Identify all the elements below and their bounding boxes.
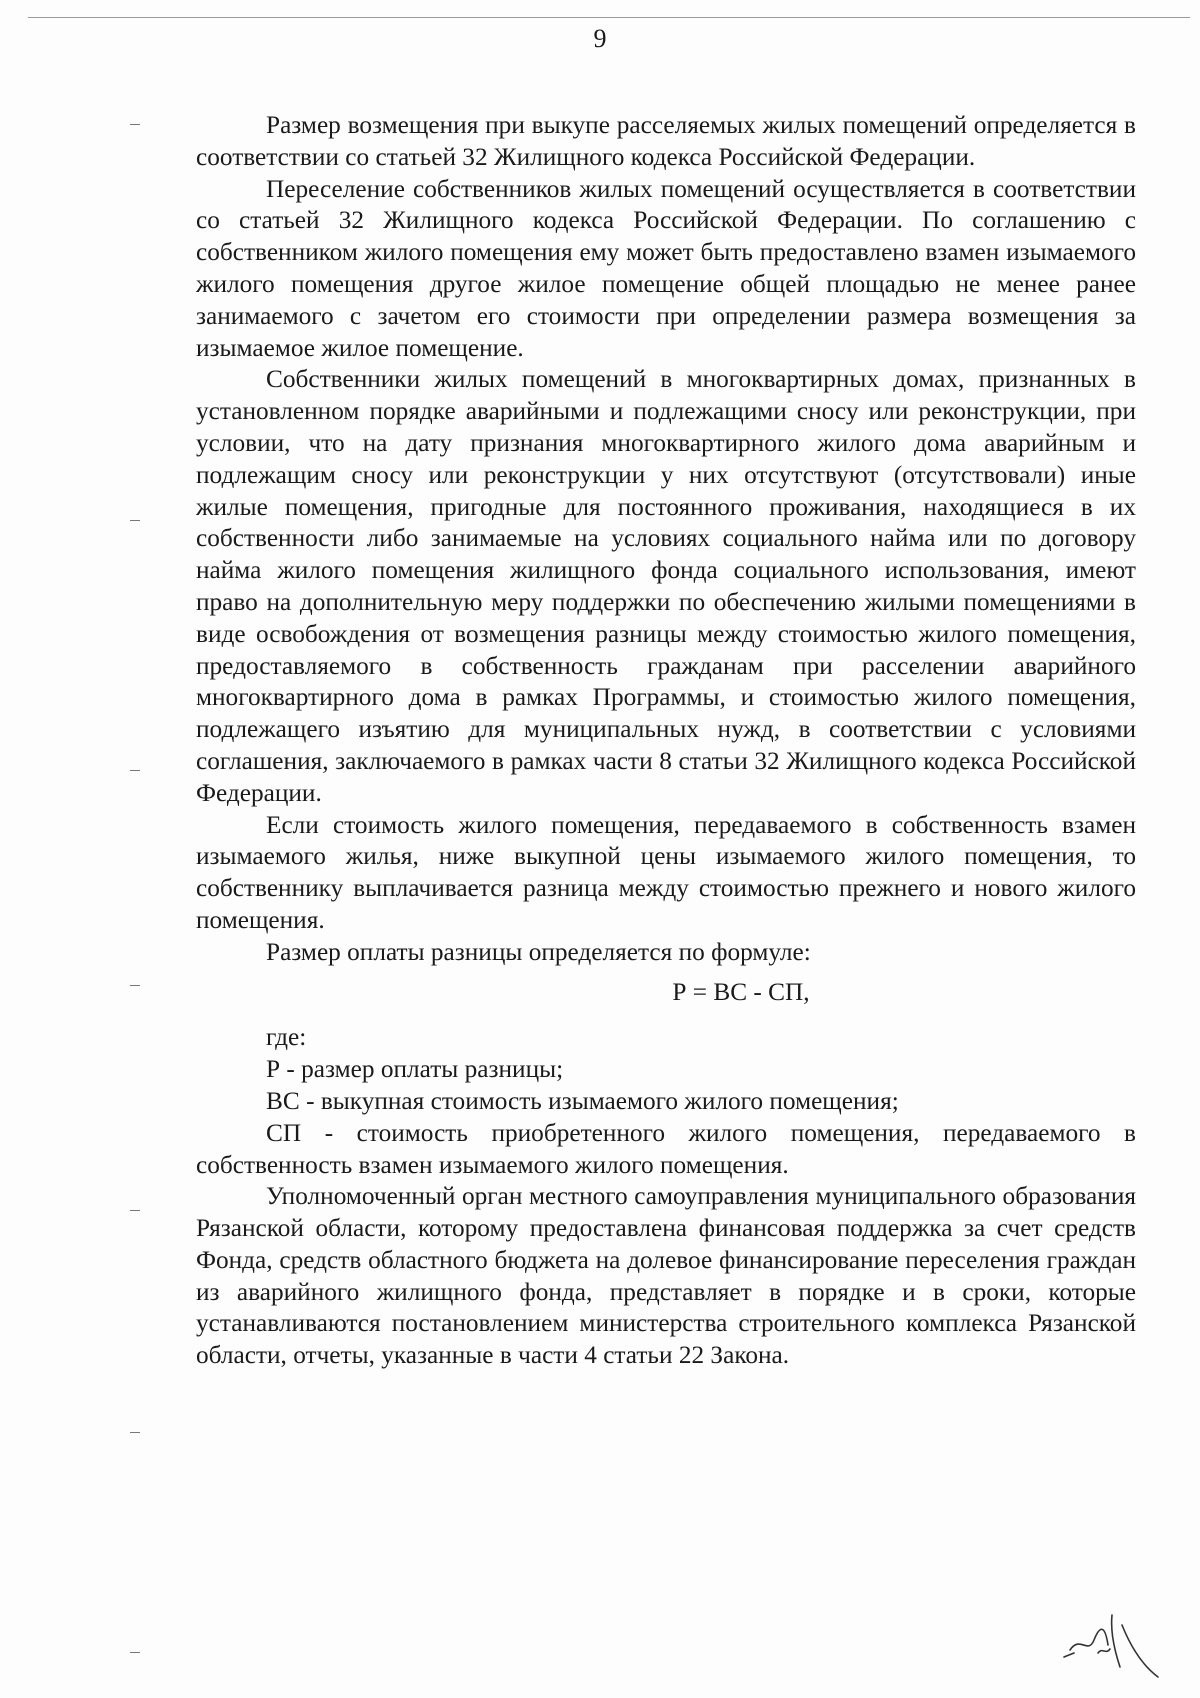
definition-vs: ВС - выкупная стоимость изымаемого жилого помещения; (266, 1086, 899, 1115)
paragraph-owners-resettlement: Переселение собственников жилых помещений осуществляется в соответствии со статьей 32 Жилищного кодекса Российской Федерации. По соглашению с собственником жилого помещения ему может быть предоставлено взамен изымаемого жилого помещения другое жилое помещение общей площадью не менее ранее занимаемого с зачетом его стоимости при определении размера возмещения за изымаемое жилое помещение. (196, 174, 1136, 362)
margin-mark (130, 1210, 140, 1211)
paragraph-formula-intro: Размер оплаты разницы определяется по формуле: (266, 937, 811, 966)
initials-signature (1050, 1595, 1170, 1685)
margin-mark (130, 1432, 140, 1433)
margin-mark (130, 124, 140, 125)
paragraph-compensation-size: Размер возмещения при выкупе расселяемых жилых помещений определяется в соответствии со статьей 32 Жилищного кодекса Российской Федерации. (196, 111, 1136, 171)
paragraph-price-difference: Если стоимость жилого помещения, передаваемого в собственность взамен изымаемого жилья, ниже выкупной цены изымаемого жилого помещения, то собственнику выплачивается разница между стоимостью прежнего и нового жилого помещения. (196, 810, 1136, 934)
top-edge-line (28, 17, 1190, 18)
paragraph-additional-support: Собственники жилых помещений в многоквартирных домах, признанных в установленном порядке аварийными и подлежащими сносу или реконструкции, при условии, что на дату признания многоквартирного жилого дома аварийным и подлежащим сносу или реконструкции у них отсутствуют (отсутствовали) иные жилые помещения, пригодные для постоянного проживания, находящиеся в их собственности либо занимаемые на условиях социального найма или по договору найма жилого помещения жилищного фонда социального использования, имеют право на дополнительную меру поддержки по обеспечению жилыми помещениями в виде освобождения от возмещения разницы между стоимостью жилого помещения, предоставляемого в собственность гражданам при расселении аварийного многоквартирного дома в рамках Программы, и стоимостью жилого помещения, подлежащего изъятию для муниципальных нужд, в соответствии с условиями соглашения, заключаемого в рамках части 8 статьи 32 Жилищного кодекса Российской Федерации. (196, 365, 1136, 807)
margin-mark (130, 770, 140, 771)
paragraph-authorized-body-reports: Уполномоченный орган местного самоуправления муниципального образования Рязанской области, которому предоставлена финансовая поддержка за счет средств Фонда, средств областного бюджета на долевое финансирование переселения граждан из аварийного жилищного фонда, представляет в порядке и в сроки, которые устанавливаются постановлением министерства строительного комплекса Рязанской области, отчеты, указанные в части 4 статьи 22 Закона. (196, 1182, 1136, 1370)
definition-sp: СП - стоимость приобретенного жилого помещения, передаваемого в собственность взамен изымаемого жилого помещения. (196, 1118, 1136, 1179)
margin-mark (130, 985, 140, 986)
formula: Р = ВС - СП, (672, 977, 810, 1006)
definition-p: Р - размер оплаты разницы; (266, 1055, 564, 1084)
margin-mark (130, 520, 140, 521)
formula-where: где: (266, 1023, 307, 1052)
margin-mark (130, 1652, 140, 1653)
page-number: 9 (593, 24, 607, 53)
document-body (196, 110, 1136, 1372)
